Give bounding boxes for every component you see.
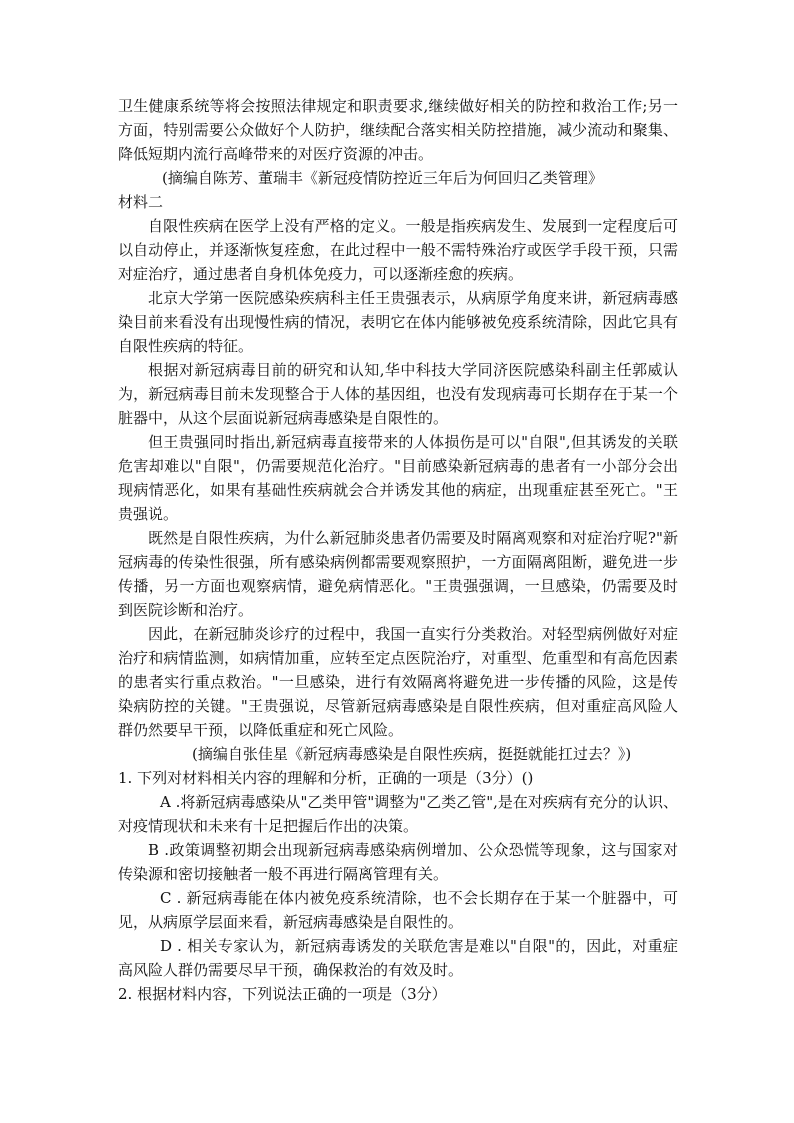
question2-stem: 2. 根据材料内容，下列说法正确的一项是（3分） [118,985,447,1003]
material1-tail-paragraph: 卫生健康系统等将会按照法律规定和职责要求,继续做好相关的防控和救治工作;另一方面，特别需要公众做好个人防护，继续配合落实相关防控措施，减少流动和聚集、降低短期内流行高峰带来的对医疗资源的冲击。 [118,97,678,163]
question1-option-b: B .政策调整初期会出现新冠病毒感染病例增加、公众恐慌等现象，这与国家对传染源和密切接触者一般不再进行隔离管理有关。 [118,841,678,883]
question1-option-d: D . 相关专家认为，新冠病毒诱发的关联危害是难以"自限"的，因此，对重症高风险人群仍需要尽早干预，确保救治的有效及时。 [118,937,678,979]
question1-option-c: C . 新冠病毒能在体内被免疫系统清除，也不会长期存在于某一个脏器中，可见，从病原学层面来看，新冠病毒感染是自限性的。 [118,889,678,931]
material2-paragraph: 既然是自限性疾病，为什么新冠肺炎患者仍需要及时隔离观察和对症治疗呢?"新冠病毒的传染性很强，所有感染病例都需要观察照护，一方面隔离阻断，避免进一步传播，另一方面也观察病情，避免病情恶化。"王贵强强调，一旦感染，仍需要及时到医院诊断和治疗。 [118,529,678,619]
material2-heading: 材料二 [118,193,164,211]
material2-paragraph: 自限性疾病在医学上没有严格的定义。一般是指疾病发生、发展到一定程度后可以自动停止，并逐渐恢复痊愈，在此过程中一般不需特殊治疗或医学手段干预，只需对症治疗，通过患者自身机体免疫力，可以逐渐痊愈的疾病。 [118,217,678,283]
material1-source: (摘编自陈芳、董瑞丰《新冠疫情防控近三年后为何回归乙类管理》 [162,169,603,187]
material2-paragraph: 北京大学第一医院感染疾病科主任王贵强表示，从病原学角度来讲，新冠病毒感染目前来看没有出现慢性病的情况，表明它在体内能够被免疫系统清除，因此它具有自限性疾病的特征。 [118,289,678,355]
material2-paragraph: 但王贵强同时指出,新冠病毒直接带来的人体损伤是可以"自限",但其诱发的关联危害却难以"自限"，仍需要规范化治疗。"目前感染新冠病毒的患者有一小部分会出现病情恶化，如果有基础性疾病就会合并诱发其他的病症，出现重症甚至死亡。"王贵强说。 [118,433,678,523]
material2-paragraph: 根据对新冠病毒目前的研究和认知,华中科技大学同济医院感染科副主任郭威认为，新冠病毒目前未发现整合于人体的基因组，也没有发现病毒可长期存在于某一个脏器中，从这个层面说新冠病毒感染是自限性的。 [118,361,678,427]
material2-paragraph: 因此，在新冠肺炎诊疗的过程中，我国一直实行分类救治。对轻型病例做好对症治疗和病情监测，如病情加重，应转至定点医院治疗，对重型、危重型和有高危因素的患者实行重点救治。"一旦感染，进行有效隔离将避免进一步传播的风险，这是传染病防控的关键。"王贵强说，尽管新冠病毒感染是自限性疾病，但对重症高风险人群仍然要早干预，以降低重症和死亡风险。 [118,625,678,739]
question1-stem: 1. 下列对材料相关内容的理解和分析，正确的一项是（3分）() [118,769,534,787]
material2-source: (摘编自张佳星《新冠病毒感染是自限性疾病，挺挺就能扛过去？》) [192,745,632,763]
document-page [118,94,678,1006]
question1-option-a: A .将新冠病毒感染从"乙类甲管"调整为"乙类乙管",是在对疾病有充分的认识、对疫情现状和未来有十足把握后作出的决策。 [118,793,678,835]
